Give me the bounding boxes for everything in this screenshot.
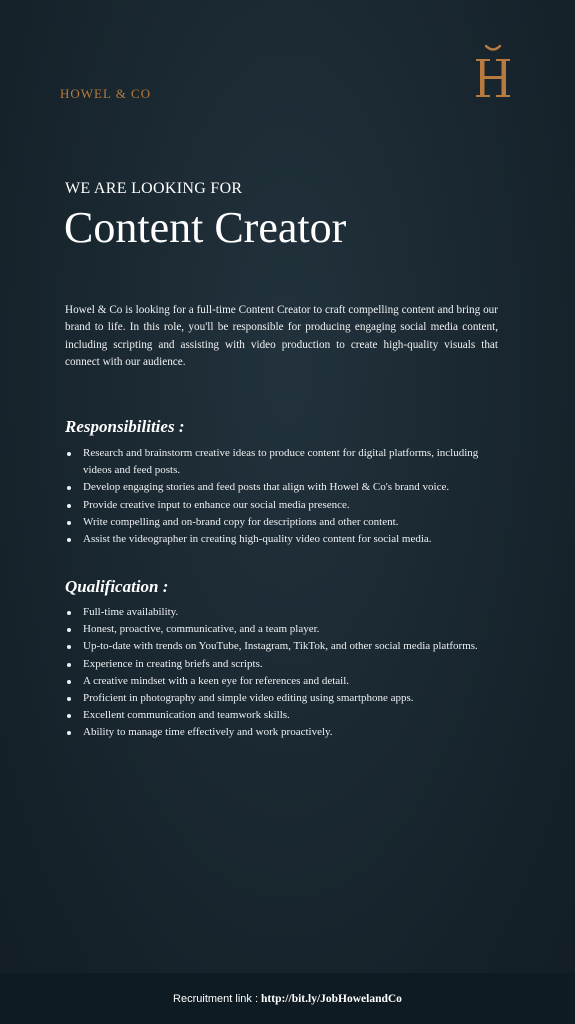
list-item: A creative mindset with a keen eye for references and detail. xyxy=(65,673,495,690)
list-item: Write compelling and on-brand copy for descriptions and other content. xyxy=(65,514,495,531)
recruitment-link[interactable]: http://bit.ly/JobHowelandCo xyxy=(261,992,402,1005)
list-item: Ability to manage time effectively and work proactively. xyxy=(65,724,495,741)
intro-paragraph: Howel & Co is looking for a full-time Content Creator to craft compelling content and bring our brand to life. In this role, you'll be responsible for producing engaging social media content, including scripting and assisting with video production to create high-quality visuals that connect with our audience. xyxy=(65,304,498,369)
list-item: Excellent communication and teamwork skills. xyxy=(65,707,495,724)
responsibilities-list xyxy=(65,445,495,548)
footer-bar xyxy=(0,973,575,1024)
list-item: Provide creative input to enhance our social media presence. xyxy=(65,497,495,514)
brand-name: HOWEL & CO xyxy=(60,86,152,101)
qualification-list xyxy=(65,604,495,742)
eyebrow-text: WE ARE LOOKING FOR xyxy=(65,180,243,197)
list-item: Experience in creating briefs and scripts. xyxy=(65,656,495,673)
h-monogram-icon xyxy=(470,43,516,99)
list-item: Assist the videographer in creating high-quality video content for social media. xyxy=(65,531,495,548)
list-item: Full-time availability. xyxy=(65,604,495,621)
list-item: Develop engaging stories and feed posts that align with Howel & Co's brand voice. xyxy=(65,479,495,496)
responsibilities-heading: Responsibilities : xyxy=(65,417,185,436)
job-title: Content Creator xyxy=(64,203,347,252)
qualification-heading: Qualification : xyxy=(65,577,169,596)
list-item: Up-to-date with trends on YouTube, Instagram, TikTok, and other social media platforms. xyxy=(65,638,495,655)
recruitment-label: Recruitment link : xyxy=(173,992,259,1005)
list-item: Honest, proactive, communicative, and a team player. xyxy=(65,621,495,638)
list-item: Proficient in photography and simple video editing using smartphone apps. xyxy=(65,690,495,707)
list-item: Research and brainstorm creative ideas to produce content for digital platforms, including videos and feed posts. xyxy=(65,445,495,479)
